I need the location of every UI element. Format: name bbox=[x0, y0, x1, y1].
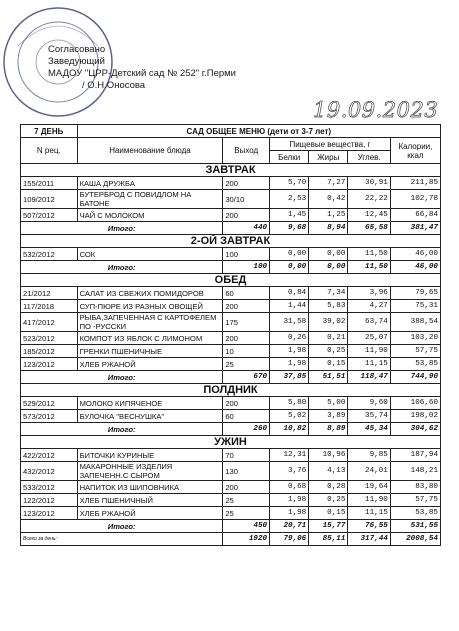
total-fat: 15,77 bbox=[309, 520, 348, 533]
calories-value: 53,85 bbox=[390, 358, 440, 371]
dish-output: 200 bbox=[223, 209, 270, 222]
total-output: 260 bbox=[223, 423, 270, 436]
carbs-value: 4,27 bbox=[348, 300, 390, 313]
dish-name: РЫБА,ЗАПЕЧЕННАЯ С КАРТОФЕЛЕМ ПО -РУССКИ bbox=[77, 313, 223, 332]
dish-name: БУЛОЧКА "ВЕСНУШКА" bbox=[77, 410, 223, 423]
dish-output: 200 bbox=[223, 332, 270, 345]
recipe-number: 532/2012 bbox=[21, 248, 78, 261]
section-total-row bbox=[21, 222, 441, 235]
table-row bbox=[21, 345, 441, 358]
carbs-value: 9,85 bbox=[348, 449, 390, 462]
protein-value: 1,98 bbox=[270, 494, 309, 507]
calories-value: 198,02 bbox=[390, 410, 440, 423]
section-header-row bbox=[21, 164, 441, 177]
col-out-header: Выход bbox=[223, 138, 270, 164]
dish-output: 175 bbox=[223, 313, 270, 332]
protein-value: 12,31 bbox=[270, 449, 309, 462]
menu-title: САД ОБЩЕЕ МЕНЮ (дети от 3-7 лет) bbox=[77, 125, 440, 138]
approval-signer: / О.Н.Оносова bbox=[82, 80, 146, 91]
total-carbs: 65,58 bbox=[348, 222, 390, 235]
day-label: 7 ДЕНЬ bbox=[21, 125, 78, 138]
dish-name: САЛАТ ИЗ СВЕЖИХ ПОМИДОРОВ bbox=[77, 287, 223, 300]
total-output: 100 bbox=[223, 261, 270, 274]
protein-value: 1,98 bbox=[270, 507, 309, 520]
total-carbs: 118,47 bbox=[348, 371, 390, 384]
total-carbs: 45,34 bbox=[348, 423, 390, 436]
total-label: Итого: bbox=[21, 222, 223, 235]
grand-total-output: 1920 bbox=[223, 533, 270, 546]
col-calories-header: Калории, ккал bbox=[390, 138, 440, 164]
col-protein-header: Белки bbox=[270, 151, 309, 164]
fat-value: 0,28 bbox=[309, 481, 348, 494]
col-rec-header: N рец. bbox=[21, 138, 78, 164]
grand-total-calories: 2008,54 bbox=[390, 533, 440, 546]
fat-value: 7,27 bbox=[309, 177, 348, 190]
calories-value: 388,54 bbox=[390, 313, 440, 332]
dish-name: ЧАЙ С МОЛОКОМ bbox=[77, 209, 223, 222]
dish-name: КАША ДРУЖБА bbox=[77, 177, 223, 190]
protein-value: 3,76 bbox=[270, 462, 309, 481]
section-header-row bbox=[21, 235, 441, 248]
dish-name: ХЛЕБ ПШЕНИЧНЫЙ bbox=[77, 494, 223, 507]
table-row bbox=[21, 313, 441, 332]
calories-value: 57,75 bbox=[390, 494, 440, 507]
section-title: УЖИН bbox=[21, 436, 441, 449]
grand-total-carbs: 317,44 bbox=[348, 533, 390, 546]
recipe-number: 432/2012 bbox=[21, 462, 78, 481]
dish-output: 60 bbox=[223, 410, 270, 423]
dish-name: ХЛЕБ РЖАНОЙ bbox=[77, 358, 223, 371]
calories-value: 102,78 bbox=[390, 190, 440, 209]
fat-value: 0,21 bbox=[309, 332, 348, 345]
handwritten-date: 19.09.2023 bbox=[313, 98, 439, 122]
protein-value: 5,02 bbox=[270, 410, 309, 423]
table-row bbox=[21, 332, 441, 345]
total-protein: 20,71 bbox=[270, 520, 309, 533]
total-fat: 0,00 bbox=[309, 261, 348, 274]
dish-name: ХЛЕБ РЖАНОЙ bbox=[77, 507, 223, 520]
dish-output: 200 bbox=[223, 397, 270, 410]
table-row bbox=[21, 248, 441, 261]
calories-value: 106,60 bbox=[390, 397, 440, 410]
carbs-value: 11,90 bbox=[348, 494, 390, 507]
carbs-value: 11,90 bbox=[348, 345, 390, 358]
total-protein: 10,82 bbox=[270, 423, 309, 436]
total-label: Итого: bbox=[21, 261, 223, 274]
total-calories: 46,00 bbox=[390, 261, 440, 274]
recipe-number: 122/2012 bbox=[21, 494, 78, 507]
recipe-number: 123/2012 bbox=[21, 507, 78, 520]
total-output: 450 bbox=[223, 520, 270, 533]
dish-name: БИТОЧКИ КУРИНЫЕ bbox=[77, 449, 223, 462]
approval-position: Заведующий bbox=[48, 56, 105, 67]
section-total-row bbox=[21, 423, 441, 436]
total-output: 440 bbox=[223, 222, 270, 235]
dish-output: 25 bbox=[223, 494, 270, 507]
total-fat: 8,94 bbox=[309, 222, 348, 235]
dish-output: 25 bbox=[223, 507, 270, 520]
carbs-value: 11,15 bbox=[348, 358, 390, 371]
total-label: Итого: bbox=[21, 423, 223, 436]
total-protein: 9,68 bbox=[270, 222, 309, 235]
calories-value: 83,80 bbox=[390, 481, 440, 494]
table-row bbox=[21, 300, 441, 313]
total-calories: 531,55 bbox=[390, 520, 440, 533]
grand-total-label: Всего за день: bbox=[21, 533, 223, 546]
table-row bbox=[21, 462, 441, 481]
table-row bbox=[21, 190, 441, 209]
recipe-number: 529/2012 bbox=[21, 397, 78, 410]
grand-total-protein: 79,06 bbox=[270, 533, 309, 546]
calories-value: 75,31 bbox=[390, 300, 440, 313]
protein-value: 0,84 bbox=[270, 287, 309, 300]
calories-value: 53,85 bbox=[390, 507, 440, 520]
fat-value: 1,25 bbox=[309, 209, 348, 222]
dish-name: МОЛОКО КИПЯЧЕНОЕ bbox=[77, 397, 223, 410]
approval-block bbox=[48, 44, 236, 92]
dish-output: 70 bbox=[223, 449, 270, 462]
table-row bbox=[21, 410, 441, 423]
total-output: 670 bbox=[223, 371, 270, 384]
recipe-number: 422/2012 bbox=[21, 449, 78, 462]
total-protein: 0,00 bbox=[270, 261, 309, 274]
carbs-value: 19,64 bbox=[348, 481, 390, 494]
recipe-number: 109/2012 bbox=[21, 190, 78, 209]
calories-value: 79,65 bbox=[390, 287, 440, 300]
total-calories: 304,62 bbox=[390, 423, 440, 436]
calories-value: 148,21 bbox=[390, 462, 440, 481]
total-fat: 8,89 bbox=[309, 423, 348, 436]
header-row-1 bbox=[21, 125, 441, 138]
recipe-number: 123/2012 bbox=[21, 358, 78, 371]
fat-value: 5,83 bbox=[309, 300, 348, 313]
table-row bbox=[21, 177, 441, 190]
recipe-number: 573/2012 bbox=[21, 410, 78, 423]
fat-value: 5,00 bbox=[309, 397, 348, 410]
protein-value: 0,00 bbox=[270, 248, 309, 261]
calories-value: 187,94 bbox=[390, 449, 440, 462]
section-total-row bbox=[21, 261, 441, 274]
fat-value: 0,15 bbox=[309, 507, 348, 520]
fat-value: 0,15 bbox=[309, 358, 348, 371]
menu-body bbox=[21, 125, 441, 546]
calories-value: 46,00 bbox=[390, 248, 440, 261]
recipe-number: 117/2018 bbox=[21, 300, 78, 313]
protein-value: 0,68 bbox=[270, 481, 309, 494]
fat-value: 0,25 bbox=[309, 345, 348, 358]
approval-agreed: Согласовано bbox=[48, 44, 106, 55]
table-row bbox=[21, 481, 441, 494]
table-row bbox=[21, 287, 441, 300]
carbs-value: 30,91 bbox=[348, 177, 390, 190]
approval-organization: МАДОУ "ЦРР-Детский сад № 252" г.Перми bbox=[48, 68, 236, 79]
section-title: ОБЕД bbox=[21, 274, 441, 287]
total-label: Итого: bbox=[21, 371, 223, 384]
protein-value: 5,80 bbox=[270, 397, 309, 410]
protein-value: 1,45 bbox=[270, 209, 309, 222]
protein-value: 2,53 bbox=[270, 190, 309, 209]
fat-value: 0,42 bbox=[309, 190, 348, 209]
grand-total-row bbox=[21, 533, 441, 546]
dish-output: 30/10 bbox=[223, 190, 270, 209]
carbs-value: 11,15 bbox=[348, 507, 390, 520]
carbs-value: 9,60 bbox=[348, 397, 390, 410]
dish-name: БУТЕРБРОД С ПОВИДЛОМ НА БАТОНЕ bbox=[77, 190, 223, 209]
calories-value: 57,75 bbox=[390, 345, 440, 358]
carbs-value: 35,74 bbox=[348, 410, 390, 423]
fat-value: 4,13 bbox=[309, 462, 348, 481]
fat-value: 0,25 bbox=[309, 494, 348, 507]
dish-name: НАПИТОК ИЗ ШИПОВНИКА bbox=[77, 481, 223, 494]
calories-value: 211,85 bbox=[390, 177, 440, 190]
protein-value: 1,98 bbox=[270, 345, 309, 358]
col-nutrients-header: Пищевые вещества, г bbox=[270, 138, 391, 151]
total-fat: 51,51 bbox=[309, 371, 348, 384]
table-row bbox=[21, 507, 441, 520]
dish-output: 130 bbox=[223, 462, 270, 481]
protein-value: 5,70 bbox=[270, 177, 309, 190]
total-carbs: 11,50 bbox=[348, 261, 390, 274]
dish-output: 25 bbox=[223, 358, 270, 371]
protein-value: 1,98 bbox=[270, 358, 309, 371]
recipe-number: 155/2011 bbox=[21, 177, 78, 190]
table-row bbox=[21, 449, 441, 462]
protein-value: 0,26 bbox=[270, 332, 309, 345]
carbs-value: 24,01 bbox=[348, 462, 390, 481]
dish-name: МАКАРОННЫЕ ИЗДЕЛИЯ ЗАПЕЧЕНН.С СЫРОМ bbox=[77, 462, 223, 481]
total-calories: 744,90 bbox=[390, 371, 440, 384]
fat-value: 39,02 bbox=[309, 313, 348, 332]
dish-output: 200 bbox=[223, 300, 270, 313]
carbs-value: 25,07 bbox=[348, 332, 390, 345]
dish-output: 10 bbox=[223, 345, 270, 358]
section-title: 2-ОЙ ЗАВТРАК bbox=[21, 235, 441, 248]
dish-name: СОК bbox=[77, 248, 223, 261]
table-row bbox=[21, 358, 441, 371]
recipe-number: 185/2012 bbox=[21, 345, 78, 358]
table-row bbox=[21, 209, 441, 222]
section-title: ПОЛДНИК bbox=[21, 384, 441, 397]
protein-value: 1,44 bbox=[270, 300, 309, 313]
section-title: ЗАВТРАК bbox=[21, 164, 441, 177]
section-header-row bbox=[21, 384, 441, 397]
col-name-header: Наименование блюда bbox=[77, 138, 223, 164]
dish-name: ГРЕНКИ ПШЕНИЧНЫЕ bbox=[77, 345, 223, 358]
protein-value: 31,58 bbox=[270, 313, 309, 332]
col-carbs-header: Углев. bbox=[348, 151, 390, 164]
recipe-number: 523/2012 bbox=[21, 332, 78, 345]
dish-output: 100 bbox=[223, 248, 270, 261]
section-total-row bbox=[21, 371, 441, 384]
total-calories: 381,47 bbox=[390, 222, 440, 235]
dish-output: 200 bbox=[223, 481, 270, 494]
section-header-row bbox=[21, 274, 441, 287]
fat-value: 3,89 bbox=[309, 410, 348, 423]
recipe-number: 21/2012 bbox=[21, 287, 78, 300]
table-row bbox=[21, 494, 441, 507]
table-row bbox=[21, 397, 441, 410]
recipe-number: 533/2012 bbox=[21, 481, 78, 494]
fat-value: 0,00 bbox=[309, 248, 348, 261]
header-row-2 bbox=[21, 138, 441, 151]
total-protein: 37,85 bbox=[270, 371, 309, 384]
carbs-value: 22,22 bbox=[348, 190, 390, 209]
recipe-number: 417/2012 bbox=[21, 313, 78, 332]
total-carbs: 76,55 bbox=[348, 520, 390, 533]
section-header-row bbox=[21, 436, 441, 449]
dish-output: 60 bbox=[223, 287, 270, 300]
section-total-row bbox=[21, 520, 441, 533]
dish-name: КОМПОТ ИЗ ЯБЛОК С ЛИМОНОМ bbox=[77, 332, 223, 345]
calories-value: 103,20 bbox=[390, 332, 440, 345]
grand-total-fat: 85,11 bbox=[309, 533, 348, 546]
dish-output: 200 bbox=[223, 177, 270, 190]
menu-table bbox=[20, 124, 441, 546]
calories-value: 66,84 bbox=[390, 209, 440, 222]
recipe-number: 507/2012 bbox=[21, 209, 78, 222]
fat-value: 10,96 bbox=[309, 449, 348, 462]
carbs-value: 12,45 bbox=[348, 209, 390, 222]
carbs-value: 63,74 bbox=[348, 313, 390, 332]
carbs-value: 3,96 bbox=[348, 287, 390, 300]
total-label: Итого: bbox=[21, 520, 223, 533]
col-fat-header: Жиры bbox=[309, 151, 348, 164]
dish-name: СУП-ПЮРЕ ИЗ РАЗНЫХ ОВОЩЕЙ bbox=[77, 300, 223, 313]
carbs-value: 11,50 bbox=[348, 248, 390, 261]
fat-value: 7,34 bbox=[309, 287, 348, 300]
